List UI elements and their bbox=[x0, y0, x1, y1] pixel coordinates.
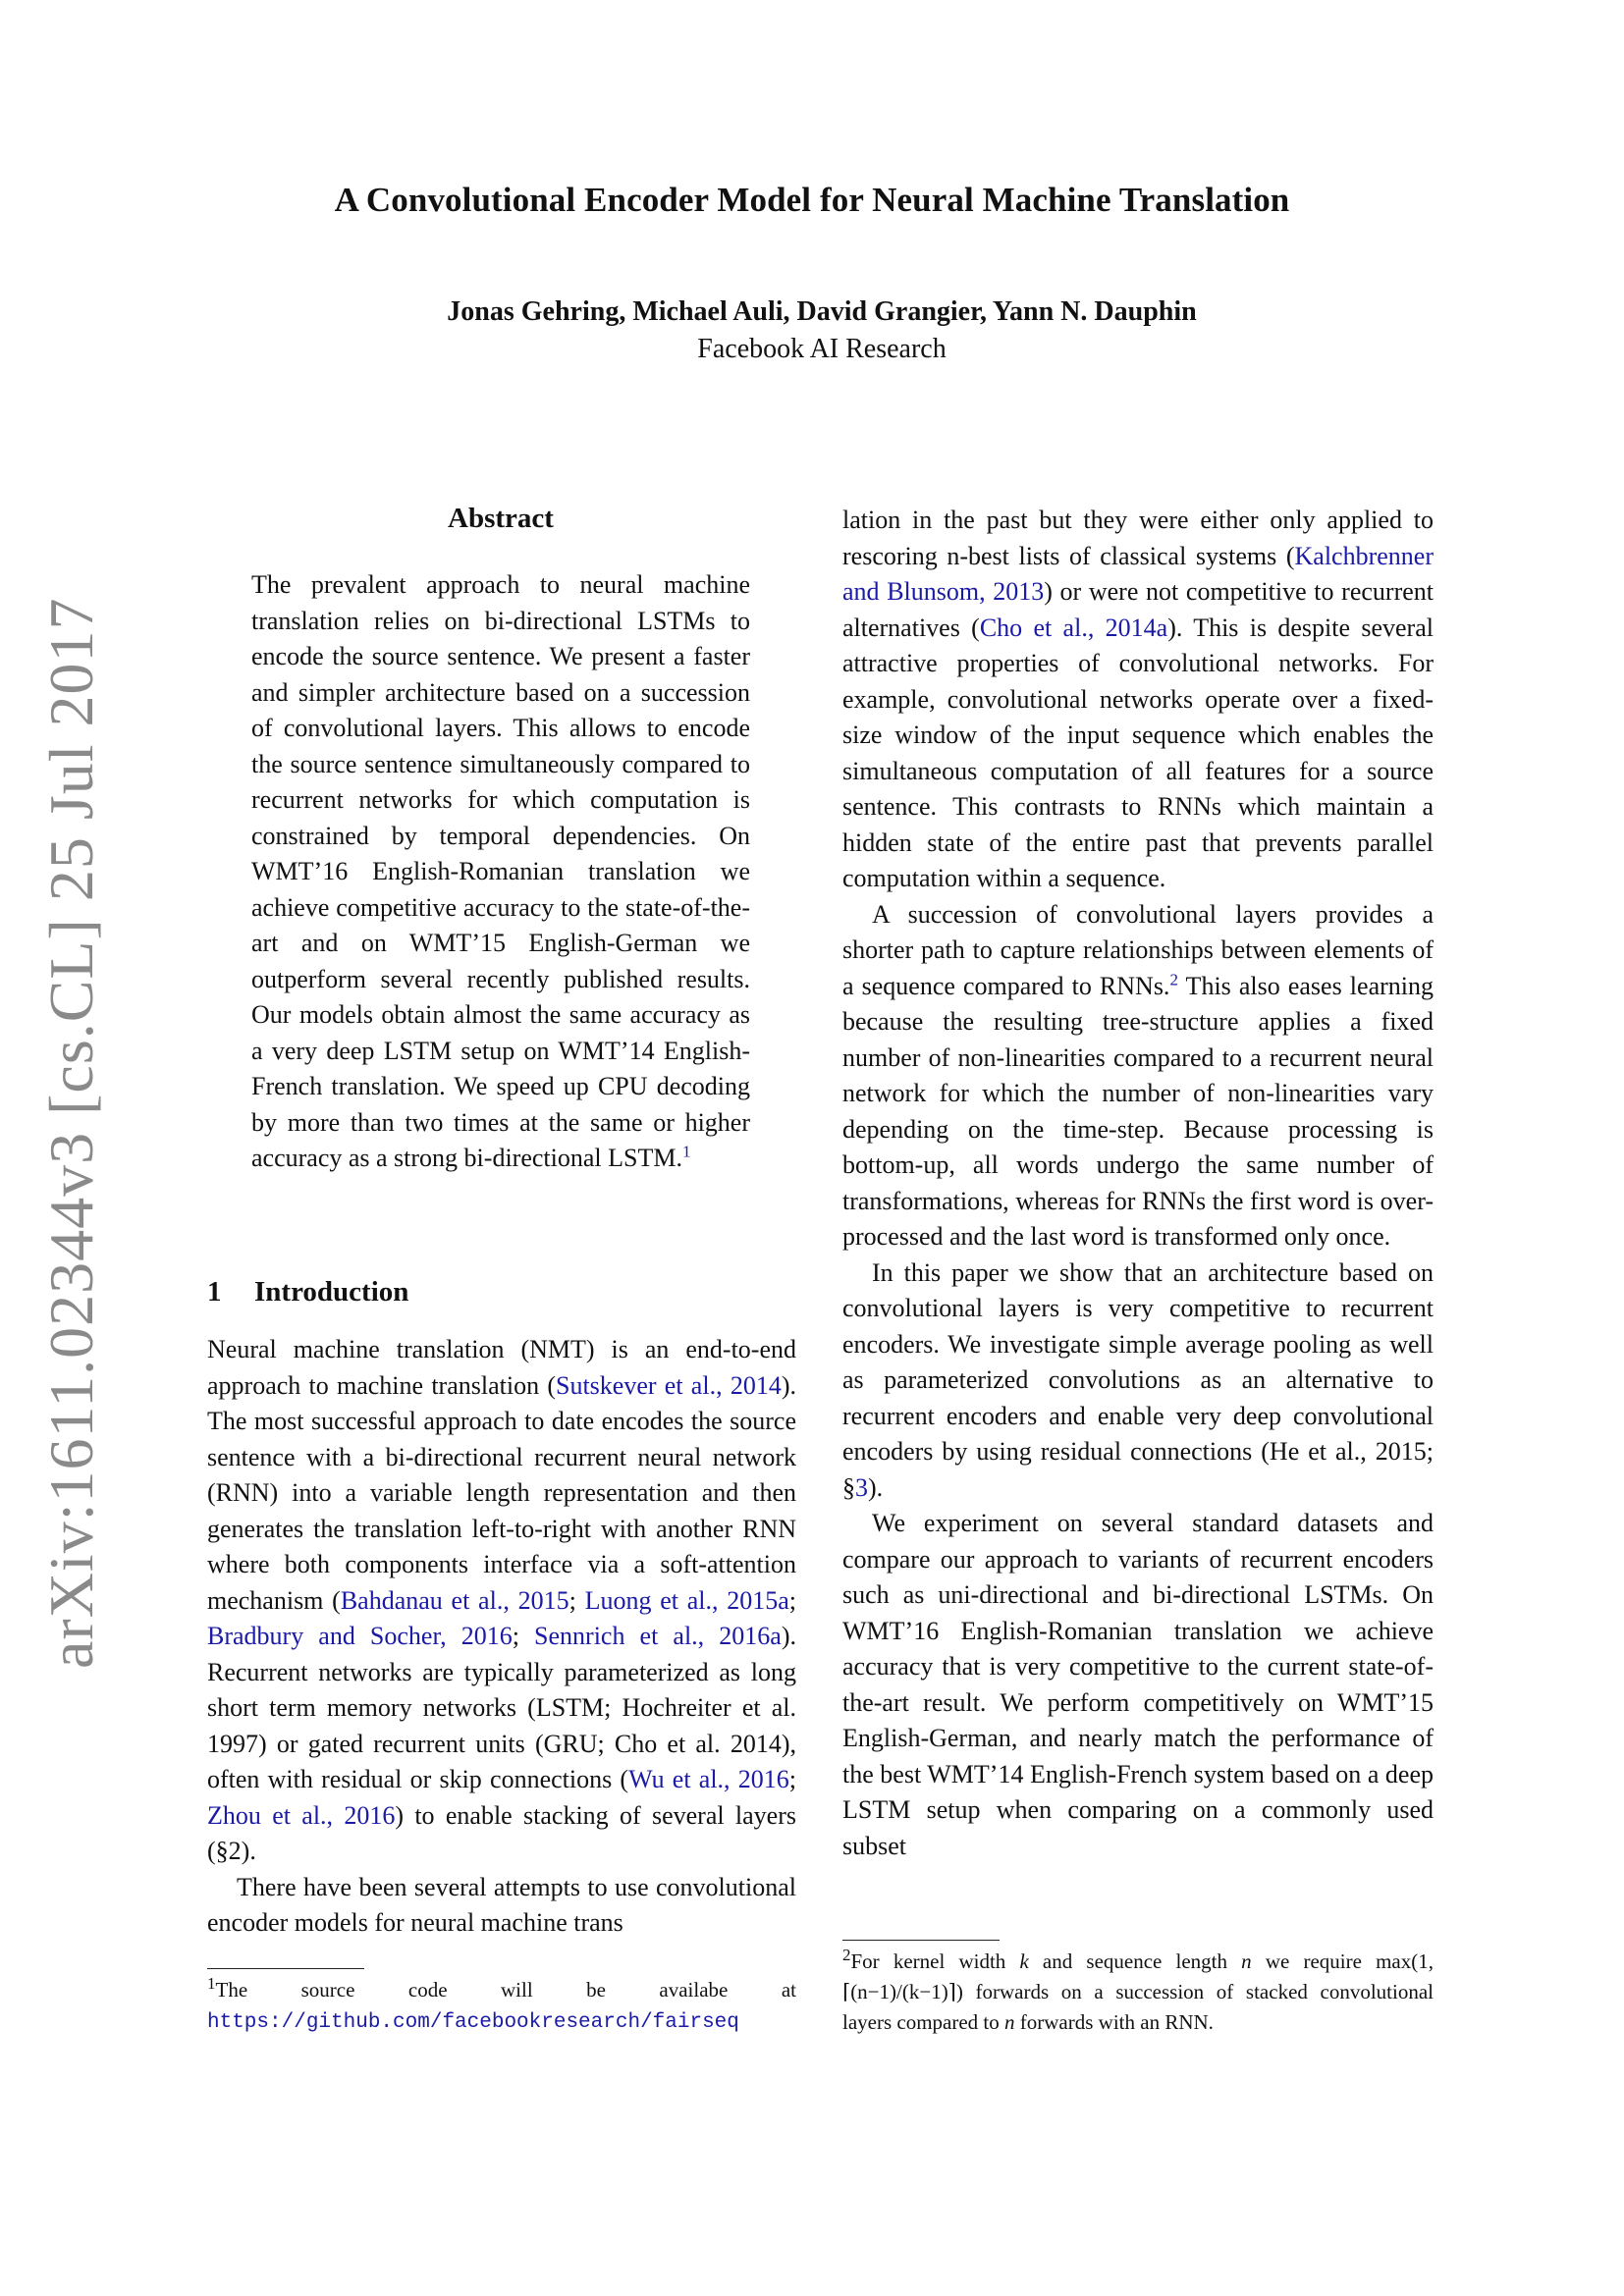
citation-link[interactable]: Cho et al., 2014a bbox=[979, 613, 1168, 642]
math-symbol: n bbox=[1241, 1949, 1252, 1973]
text-span: forwards with an RNN. bbox=[1014, 2010, 1214, 2034]
text-span: Neural machine translation (NMT) is an end-to-end approach to machine translation ( bbox=[207, 1335, 796, 1400]
text-span: ). bbox=[868, 1472, 884, 1502]
citation-link[interactable]: Wu et al., 2016 bbox=[628, 1765, 789, 1793]
text-span: ; bbox=[788, 1585, 796, 1615]
section-number: 1 bbox=[207, 1276, 222, 1308]
text-span: ) or were not competitive to recurrent alternatives ( bbox=[842, 577, 1434, 642]
text-span: ; bbox=[568, 1585, 585, 1615]
right-paragraph-3 bbox=[842, 1255, 1434, 1507]
citation-link[interactable]: Bahdanau et al., 2015 bbox=[340, 1585, 569, 1615]
citation-link[interactable]: Sennrich et al., 2016a bbox=[534, 1622, 782, 1650]
arxiv-identifier: arXiv:1611.02344v3 [cs.CL] 25 Jul 2017 bbox=[36, 597, 106, 1669]
source-code-link[interactable]: https://github.com/facebookresearch/fairseq bbox=[207, 2011, 739, 2034]
affiliation: Facebook AI Research bbox=[697, 334, 947, 364]
footnote-divider bbox=[842, 1940, 1000, 1941]
text-span: and sequence length bbox=[1028, 1949, 1242, 1973]
text-span: This also eases learning because the resulting tree-structure applies a fixed number of non-linearities compared to a recurrent neural network for which the number of non-linearities vary depending on the time-step. Because processing is bottom-up, all words undergo the same number of transformations, whereas for RNNs the first word is over-processed and the last word is transformed only once. bbox=[842, 971, 1434, 1251]
right-column-body bbox=[842, 503, 1434, 1864]
right-paragraph-2 bbox=[842, 897, 1434, 1255]
footnote-text: The source code will be availabe at bbox=[215, 1978, 796, 2002]
paper-title: A Convolutional Encoder Model for Neural Machine Translation bbox=[334, 181, 1290, 219]
text-span: ; bbox=[512, 1622, 535, 1650]
citation-link[interactable]: Bradbury and Socher, 2016 bbox=[207, 1622, 513, 1650]
footnote-marker: 2 bbox=[842, 1946, 851, 1964]
right-paragraph-4: We experiment on several standard datasets and compare our approach to variants of recurrent encoders such as uni-directional and bi-directional LSTMs. On WMT’16 English-Romanian translation we achieve accuracy that is very competitive to the current state-of-the-art result. We perform competitively on WMT’15 English-German, and nearly match the performance of the best WMT’14 English-French system based on a deep LSTM setup when comparing on a commonly used subset bbox=[842, 1509, 1434, 1860]
intro-paragraph-2: There have been several attempts to use convolutional encoder models for neural machine trans bbox=[207, 1872, 796, 1937]
text-span: For kernel width bbox=[850, 1949, 1020, 1973]
intro-paragraph-1 bbox=[207, 1332, 796, 1870]
text-span: ) to enable stacking of several layers (§2). bbox=[207, 1800, 796, 1865]
text-span: A succession of convolutional layers provides a shorter path to capture relationships between elements of a sequence compared to RNNs. bbox=[842, 899, 1434, 1000]
footnote-marker: 1 bbox=[207, 1974, 216, 1993]
footnote-1 bbox=[207, 1975, 796, 2038]
section-heading-introduction bbox=[207, 1276, 408, 1308]
text-span: ). This is despite several attractive properties of convolutional networks. For example, convolutional networks operate over a fixed-size window of the input sequence which enables the simultaneous computation of all features for a source sentence. This contrasts to RNNs which maintain a hidden state of the entire past that prevents parallel computation within a sequence. bbox=[842, 613, 1434, 892]
text-span: lation in the past but they were either only applied to rescoring n-best lists of classical systems ( bbox=[842, 506, 1434, 570]
text-span: ; bbox=[788, 1765, 797, 1793]
abstract-text: The prevalent approach to neural machine translation relies on bi-directional LSTMs to encode the source sentence. We present a faster and simpler architecture based on a succession of convolutional layers. This allows to encode the source sentence simultaneously compared to recurrent networks for which computation is constrained by temporal dependencies. On WMT’16 English-Romanian translation we achieve competitive accuracy to the state-of-the-art and on WMT’15 English-German we outperform several recently published results. Our models obtain almost the same accuracy as a very deep LSTM setup on WMT’14 English-French translation. We speed up CPU decoding by more than two times at the same or higher accuracy as a strong bi-directional LSTM. bbox=[251, 570, 750, 1172]
abstract-heading: Abstract bbox=[448, 503, 554, 534]
text-span: we require bbox=[1251, 1949, 1377, 1973]
citation-link[interactable]: Luong et al., 2015a bbox=[584, 1585, 789, 1615]
section-title: Introduction bbox=[254, 1276, 409, 1308]
citation-link[interactable]: Zhou et al., 2016 bbox=[207, 1800, 396, 1830]
text-span: ). The most successful approach to date encodes the source sentence with a bi-directional recurrent neural network (RNN) into a variable length representation and then generates the translation left-to-right with another RNN where both components interface via a soft-attention mechanism ( bbox=[207, 1370, 796, 1615]
section-reference-link[interactable]: 3 bbox=[855, 1472, 868, 1502]
footnote-divider bbox=[207, 1968, 364, 1969]
author-list: Jonas Gehring, Michael Auli, David Grangier, Yann N. Dauphin bbox=[447, 296, 1197, 327]
math-symbol: k bbox=[1019, 1949, 1029, 1973]
citation-link[interactable]: Sutskever et al., 2014 bbox=[556, 1370, 782, 1400]
footnote-marker-2[interactable]: 2 bbox=[1169, 969, 1178, 988]
math-symbol: n bbox=[1004, 2010, 1015, 2034]
text-span: ). Recurrent networks are typically parameterized as long short term memory networks (LSTM; Hochreiter et al. 1997) or gated recurrent units (GRU; Cho et al. 2014), often with residual or skip connections ( bbox=[207, 1622, 796, 1793]
footnote-marker-1[interactable]: 1 bbox=[681, 1142, 691, 1161]
text-span: In this paper we show that an architecture based on convolutional layers is very competitive to recurrent encoders. We investigate simple average pooling as well as parameterized convolutions as an alternative to recurrent encoders and enable very deep convolutional encoders by using residual connections (He et al., 2015; § bbox=[842, 1257, 1434, 1502]
footnote-2 bbox=[842, 1947, 1434, 2038]
introduction-body bbox=[207, 1332, 796, 1942]
math-formula: max(1, ⌈(n−1)/(k−1)⌉) bbox=[842, 1949, 1434, 2003]
text-span: forwards on a succession of stacked convolutional layers compared to bbox=[842, 1980, 1434, 2034]
right-paragraph-1 bbox=[842, 503, 1434, 897]
abstract-body bbox=[251, 567, 750, 1177]
citation-link[interactable]: Kalchbrenner and Blunsom, 2013 bbox=[842, 541, 1434, 606]
